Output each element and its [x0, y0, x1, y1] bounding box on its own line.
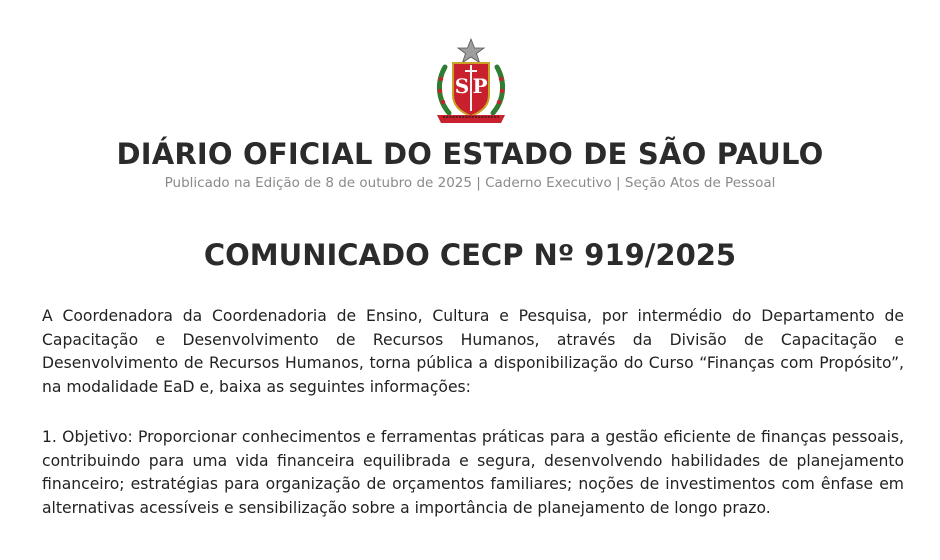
document-title: COMUNICADO CECP Nº 919/2025 — [203, 238, 737, 272]
svg-text:S: S — [454, 74, 470, 98]
sao-paulo-coat-of-arms-icon — [431, 37, 511, 129]
intro-paragraph: A Coordenadora da Coordenadoria de Ensino, Cultura e Pesquisa, por intermédio do Departamento de Capacitação e Desenvolvimento de Recursos Humanos, através da Divisão de Capacitação e Desenvolvimento de Recursos Humanos, torna pública a disponibilização do Curso “Finanças com Propósito”, na modalidade EaD e, baixa as seguintes informações: — [42, 307, 904, 396]
gazette-title: DIÁRIO OFICIAL DO ESTADO DE SÃO PAULO — [116, 137, 824, 171]
publication-info: Publicado na Edição de 8 de outubro de 2025 | Caderno Executivo | Seção Atos de Pessoal — [164, 175, 776, 191]
objective-paragraph: 1. Objetivo: Proporcionar conhecimentos e ferramentas práticas para a gestão eficiente de finanças pessoais, contribuindo para uma vida financeira equilibrada e segura, desenvolvendo habilidades de planejamento financeiro; estratégias para organização de orçamentos familiares; noções de investimentos com ênfase em alternativas acessíveis e sensibilização sobre a importância de planejamento de longo prazo. — [42, 428, 904, 517]
svg-text:P: P — [472, 74, 488, 98]
